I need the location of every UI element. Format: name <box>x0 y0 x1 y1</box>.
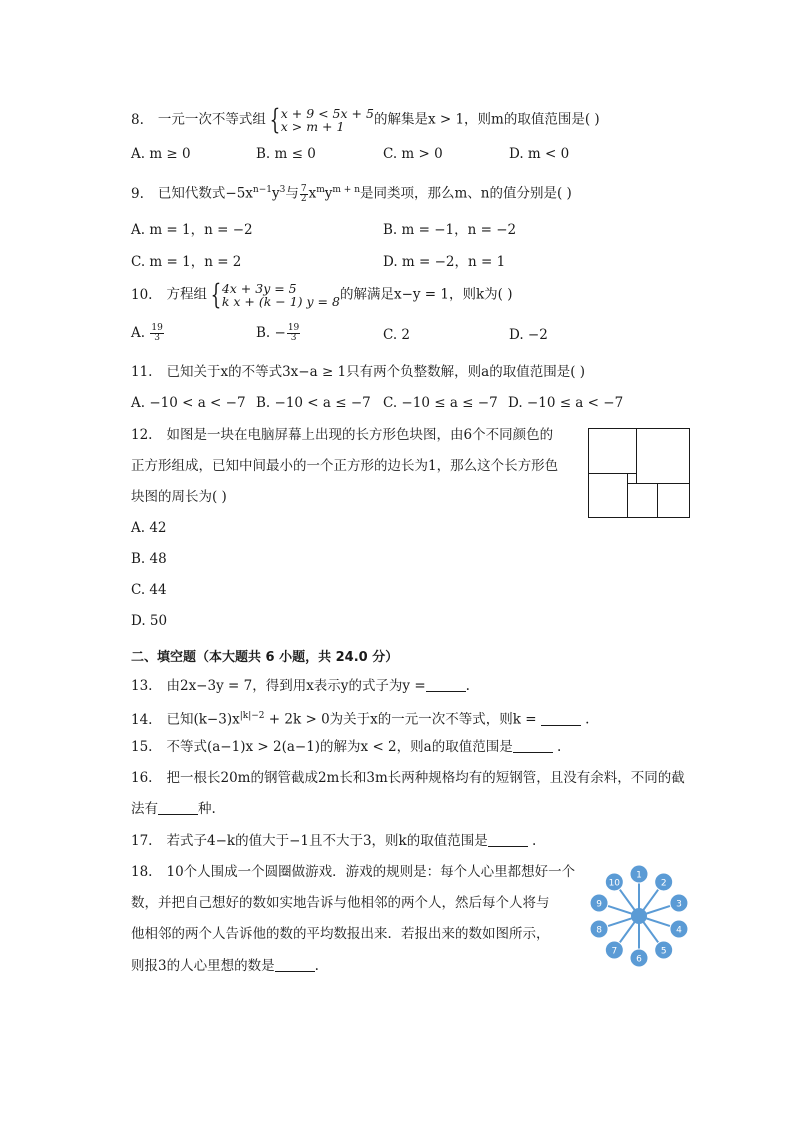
q10-system: { 4x + 3y = 5 k x + (k − 1) y = 8 <box>210 278 340 311</box>
q12-option-c: C. 44 <box>131 582 167 598</box>
q18-stem-line3: 他相邻的两个人告诉他的数的平均数报出来．若报出来的数如图所示， <box>131 926 550 942</box>
person-label-4: 4 <box>676 925 682 936</box>
q15-answer-blank[interactable] <box>513 738 553 753</box>
q9-option-b: B. m = −1，n = −2 <box>383 222 517 238</box>
q8-number: 8. <box>131 111 144 128</box>
q12-option-b: B. 48 <box>131 551 167 567</box>
person-label-3: 3 <box>676 899 682 910</box>
square-smallest <box>628 474 637 484</box>
q12-stem-line2: 正方形组成，已知中间最小的一个正方形的边长为1，那么这个长方形色 <box>131 458 559 474</box>
q8-option-b: B. m ≤ 0 <box>256 146 316 162</box>
person-label-5: 5 <box>660 946 667 957</box>
center-hub <box>631 908 647 924</box>
q10-option-c: C. 2 <box>383 327 411 343</box>
q12-stem-line3: 块图的周长为( ) <box>131 489 227 505</box>
q16-stem-line1: 16. 把一根长20m的钢管截成2m长和3m长两种规格均有的短钢管，且没有余料，不同的截 <box>131 770 685 786</box>
person-label-6: 6 <box>636 954 642 965</box>
person-label-2: 2 <box>660 878 667 889</box>
q13-stem: 13. 由2x−3y = 7，得到用x表示y的式子为y = . <box>131 678 470 694</box>
q11-option-b: B. −10 < a ≤ −7 <box>256 395 371 411</box>
person-label-7: 7 <box>611 946 618 957</box>
q10-option-d: D. −2 <box>509 327 548 343</box>
q14-stem: 14. 已知$(k-3)x^{|k|-2} + 2k > 0$为关于x的一元一次不等式，则k = . <box>131 711 590 728</box>
q13-answer-blank[interactable] <box>426 677 466 692</box>
q9-option-a: A. m = 1，n = −2 <box>131 222 253 238</box>
q11-option-a: A. −10 < a < −7 <box>131 395 246 411</box>
q14-answer-blank[interactable] <box>541 711 581 726</box>
q11-option-c: C. −10 ≤ a ≤ −7 <box>383 395 498 411</box>
q8-stem: 8. 一元一次不等式组 { x + 9 < 5x + 5 x > m + 1 的解集是x > 1，则m的取值范围是( ) <box>131 103 600 136</box>
q9-stem: 9. 已知代数式$-5x^{n-1}y^3$与 $\frac{7}{2}$ $x^my^{m + n}$是同类项，那么m、n的值分别是( ) <box>131 183 572 204</box>
q12-rectangle-figure <box>588 428 691 519</box>
person-label-1: 1 <box>636 870 642 881</box>
q18-stem-line2: 数，并把自己想好的数如实地告诉与他相邻的两个人，然后每个人将与 <box>131 895 550 911</box>
q12-stem-line1: 12. 如图是一块在电脑屏幕上出现的长方形色块图，由6个不同颜色的 <box>131 427 554 443</box>
q11-stem: 11. 已知关于x的不等式3x−a ≥ 1只有两个负整数解，则a的取值范围是( ) <box>131 364 586 380</box>
q8-option-c: C. m > 0 <box>383 146 443 162</box>
section-title-fill-in: 二、填空题（本大题共 6 小题，共 24.0 分） <box>131 650 399 665</box>
q18-circle-figure <box>588 862 692 970</box>
square-bottom-left <box>589 474 628 518</box>
q18-stem-line1: 18. 10个人围成一个圆圈做游戏．游戏的规则是：每个人心里都想好一个 <box>131 864 576 880</box>
person-label-8: 8 <box>596 925 602 936</box>
q18-stem-line4: 则报3的人心里想的数是 . <box>131 958 319 974</box>
q10-option-b: B. − $\frac{19}{3}$ <box>256 323 300 343</box>
q12-option-d: D. 50 <box>131 613 168 629</box>
square-bottom-right <box>658 484 690 518</box>
q12-option-a: A. 42 <box>131 520 167 536</box>
q9-fraction: $\frac{7}{2}$ <box>300 183 307 204</box>
q8-option-a: A. m ≥ 0 <box>131 146 191 162</box>
person-label-9: 9 <box>596 899 602 910</box>
q11-option-d: D. −10 ≤ a < −7 <box>508 395 624 411</box>
q16-answer-blank[interactable] <box>158 800 198 815</box>
square-top-right <box>637 429 690 484</box>
q10-option-a: A. $\frac{19}{3}$ <box>131 323 163 343</box>
q17-answer-blank[interactable] <box>488 832 528 847</box>
q8-system: { x + 9 < 5x + 5 x > m + 1 <box>269 103 374 136</box>
q10-stem: 10. 方程组 { 4x + 3y = 5 k x + (k − 1) y = 8 的解满足x−y = 1，则k为( ) <box>131 278 513 311</box>
q9-option-c: C. m = 1，n = 2 <box>131 254 242 270</box>
square-top-left <box>589 429 637 474</box>
q17-stem: 17. 若式子4−k的值大于−1且不大于3，则k的取值范围是 . <box>131 833 537 849</box>
q9-option-d: D. m = −2，n = 1 <box>383 254 506 270</box>
square-bottom-middle <box>628 484 658 518</box>
q16-stem-line2: 法有 种. <box>131 801 216 817</box>
q8-option-d: D. m < 0 <box>509 146 570 162</box>
q18-answer-blank[interactable] <box>275 957 315 972</box>
person-label-10: 10 <box>608 878 621 889</box>
q15-stem: 15. 不等式(a−1)x > 2(a−1)的解为x < 2，则a的取值范围是 . <box>131 739 562 755</box>
